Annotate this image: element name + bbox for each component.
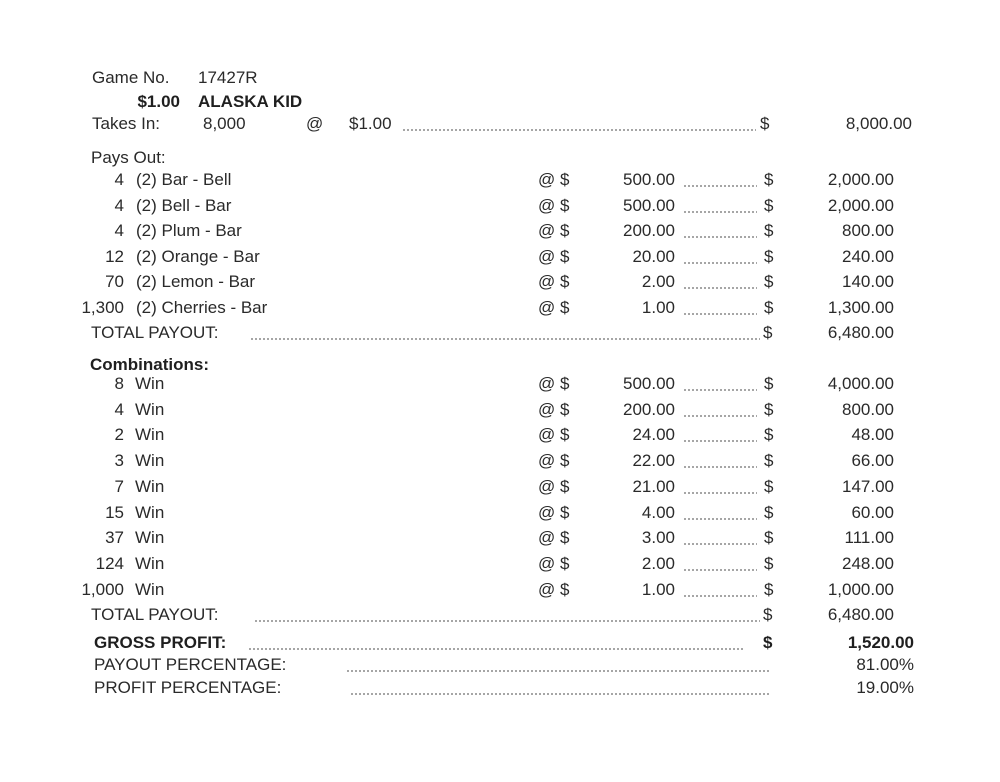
line-item-desc: (2) Plum - Bar bbox=[136, 221, 242, 240]
line-item-desc: Win bbox=[135, 374, 165, 393]
dot-leader bbox=[683, 543, 757, 545]
dot-leader bbox=[683, 262, 757, 264]
line-item-desc: Win bbox=[135, 503, 165, 522]
gross-profit-dollar: $ bbox=[763, 633, 773, 652]
line-item-qty: 4 bbox=[114, 196, 124, 215]
takes-in-total: 8,000.00 bbox=[845, 114, 912, 133]
line-item-qty: 3 bbox=[114, 451, 124, 470]
combinations-total-dollar: $ bbox=[763, 605, 773, 624]
profit-percentage-value: 19.00% bbox=[856, 678, 914, 697]
line-item-qty: 4 bbox=[114, 221, 124, 240]
line-item-dollar: $ bbox=[764, 221, 774, 240]
line-item-dollar: $ bbox=[764, 170, 774, 189]
line-item-row bbox=[0, 528, 1000, 550]
line-item-row bbox=[0, 425, 1000, 447]
line-item-at: @ $ bbox=[538, 554, 570, 573]
dot-leader bbox=[683, 492, 757, 494]
line-item-qty: 7 bbox=[114, 477, 124, 496]
line-item-desc: Win bbox=[135, 580, 165, 599]
line-item-qty: 2 bbox=[114, 425, 124, 444]
line-item-desc: Win bbox=[135, 528, 165, 547]
dot-leader bbox=[683, 287, 757, 289]
line-item-total: 248.00 bbox=[842, 554, 894, 573]
payout-percentage-value: 81.00% bbox=[856, 655, 914, 674]
line-item-total: 2,000.00 bbox=[827, 170, 894, 189]
line-item-desc: (2) Cherries - Bar bbox=[136, 298, 268, 317]
line-item-dollar: $ bbox=[764, 580, 774, 599]
combinations-label: Combinations: bbox=[90, 355, 209, 374]
game-no-label: Game No. bbox=[92, 68, 170, 87]
pays-out-total-row bbox=[0, 323, 1000, 345]
line-item-qty: 1,300 bbox=[81, 298, 124, 317]
line-item-dollar: $ bbox=[764, 477, 774, 496]
line-item-total: 66.00 bbox=[851, 451, 894, 470]
line-item-total: 140.00 bbox=[842, 272, 894, 291]
line-item-price: 3.00 bbox=[641, 528, 675, 547]
dot-leader bbox=[346, 670, 770, 672]
line-item-price: 200.00 bbox=[623, 400, 675, 419]
line-item-desc: (2) Lemon - Bar bbox=[136, 272, 256, 291]
line-item-dollar: $ bbox=[764, 554, 774, 573]
payout-percentage-row bbox=[0, 655, 1000, 677]
line-item-at: @ $ bbox=[538, 400, 570, 419]
line-item-desc: Win bbox=[135, 451, 165, 470]
line-item-at: @ $ bbox=[538, 580, 570, 599]
payout-percentage-label: PAYOUT PERCENTAGE: bbox=[94, 655, 287, 674]
gross-profit-value: 1,520.00 bbox=[847, 633, 914, 652]
profit-percentage-label: PROFIT PERCENTAGE: bbox=[94, 678, 282, 697]
line-item-price: 1.00 bbox=[641, 580, 675, 599]
line-item-total: 2,000.00 bbox=[827, 196, 894, 215]
dot-leader bbox=[402, 129, 756, 131]
line-item-desc: (2) Orange - Bar bbox=[136, 247, 260, 266]
line-item-qty: 1,000 bbox=[81, 580, 124, 599]
line-item-total: 1,300.00 bbox=[827, 298, 894, 317]
line-item-dollar: $ bbox=[764, 247, 774, 266]
takes-in-qty: 8,000 bbox=[203, 114, 246, 133]
dot-leader bbox=[683, 595, 757, 597]
line-item-total: 60.00 bbox=[851, 503, 894, 522]
line-item-dollar: $ bbox=[764, 374, 774, 393]
line-item-desc: Win bbox=[135, 400, 165, 419]
line-item-price: 2.00 bbox=[641, 272, 675, 291]
line-item-row bbox=[0, 451, 1000, 473]
line-item-desc: Win bbox=[135, 554, 165, 573]
combinations-total-value: 6,480.00 bbox=[827, 605, 894, 624]
line-item-price: 24.00 bbox=[632, 425, 675, 444]
line-item-at: @ $ bbox=[538, 247, 570, 266]
line-item-row bbox=[0, 580, 1000, 602]
line-item-qty: 124 bbox=[95, 554, 124, 573]
line-item-row bbox=[0, 221, 1000, 243]
line-item-total: 48.00 bbox=[851, 425, 894, 444]
line-item-qty: 4 bbox=[114, 400, 124, 419]
line-item-row bbox=[0, 554, 1000, 576]
line-item-row bbox=[0, 400, 1000, 422]
line-item-price: 2.00 bbox=[641, 554, 675, 573]
pays-out-total-dollar: $ bbox=[763, 323, 773, 342]
dot-leader bbox=[248, 648, 744, 650]
line-item-at: @ $ bbox=[538, 374, 570, 393]
line-item-at: @ $ bbox=[538, 528, 570, 547]
line-item-total: 1,000.00 bbox=[827, 580, 894, 599]
pays-out-total-label: TOTAL PAYOUT: bbox=[91, 323, 219, 342]
pays-out-total-value: 6,480.00 bbox=[827, 323, 894, 342]
line-item-dollar: $ bbox=[764, 528, 774, 547]
pays-out-label: Pays Out: bbox=[91, 148, 166, 167]
line-item-dollar: $ bbox=[764, 451, 774, 470]
line-item-price: 500.00 bbox=[623, 170, 675, 189]
line-item-qty: 12 bbox=[105, 247, 124, 266]
profit-percentage-row bbox=[0, 678, 1000, 700]
line-item-price: 20.00 bbox=[632, 247, 675, 266]
line-item-desc: Win bbox=[135, 477, 165, 496]
dot-leader bbox=[683, 236, 757, 238]
line-item-price: 500.00 bbox=[623, 196, 675, 215]
line-item-qty: 70 bbox=[105, 272, 124, 291]
takes-in-price: $1.00 bbox=[349, 114, 392, 133]
line-item-dollar: $ bbox=[764, 503, 774, 522]
takes-in-at: @ bbox=[306, 114, 324, 133]
line-item-at: @ $ bbox=[538, 196, 570, 215]
dot-leader bbox=[350, 693, 770, 695]
line-item-desc: (2) Bell - Bar bbox=[136, 196, 232, 215]
line-item-price: 200.00 bbox=[623, 221, 675, 240]
line-item-total: 147.00 bbox=[842, 477, 894, 496]
line-item-row bbox=[0, 374, 1000, 396]
takes-in-row bbox=[0, 114, 1000, 136]
line-item-at: @ $ bbox=[538, 298, 570, 317]
line-item-row bbox=[0, 247, 1000, 269]
line-item-at: @ $ bbox=[538, 503, 570, 522]
line-item-desc: Win bbox=[135, 425, 165, 444]
game-price: $1.00 bbox=[137, 92, 180, 111]
dot-leader bbox=[683, 185, 757, 187]
game-no-value: 17427R bbox=[198, 68, 258, 87]
line-item-price: 1.00 bbox=[641, 298, 675, 317]
line-item-at: @ $ bbox=[538, 451, 570, 470]
dot-leader bbox=[254, 620, 760, 622]
dot-leader bbox=[683, 518, 757, 520]
line-item-total: 4,000.00 bbox=[827, 374, 894, 393]
line-item-total: 800.00 bbox=[842, 221, 894, 240]
line-item-dollar: $ bbox=[764, 272, 774, 291]
dot-leader bbox=[683, 466, 757, 468]
gross-profit-row bbox=[0, 633, 1000, 655]
line-item-qty: 37 bbox=[105, 528, 124, 547]
line-item-desc: (2) Bar - Bell bbox=[136, 170, 232, 189]
dot-leader bbox=[683, 440, 757, 442]
dot-leader bbox=[683, 313, 757, 315]
dot-leader bbox=[683, 415, 757, 417]
line-item-row bbox=[0, 170, 1000, 192]
line-item-dollar: $ bbox=[764, 400, 774, 419]
dot-leader bbox=[683, 569, 757, 571]
line-item-dollar: $ bbox=[764, 298, 774, 317]
line-item-at: @ $ bbox=[538, 477, 570, 496]
line-item-at: @ $ bbox=[538, 221, 570, 240]
line-item-qty: 15 bbox=[105, 503, 124, 522]
line-item-row bbox=[0, 298, 1000, 320]
line-item-qty: 4 bbox=[114, 170, 124, 189]
dot-leader bbox=[683, 389, 757, 391]
dot-leader bbox=[683, 211, 757, 213]
takes-in-dollar: $ bbox=[760, 114, 770, 133]
gross-profit-label: GROSS PROFIT: bbox=[94, 633, 227, 652]
line-item-price: 22.00 bbox=[632, 451, 675, 470]
line-item-total: 111.00 bbox=[844, 528, 894, 547]
line-item-total: 800.00 bbox=[842, 400, 894, 419]
line-item-at: @ $ bbox=[538, 425, 570, 444]
line-item-price: 4.00 bbox=[641, 503, 675, 522]
line-item-qty: 8 bbox=[114, 374, 124, 393]
line-item-price: 21.00 bbox=[632, 477, 675, 496]
combinations-total-row bbox=[0, 605, 1000, 627]
line-item-dollar: $ bbox=[764, 425, 774, 444]
dot-leader bbox=[250, 338, 760, 340]
line-item-at: @ $ bbox=[538, 272, 570, 291]
combinations-total-label: TOTAL PAYOUT: bbox=[91, 605, 219, 624]
line-item-dollar: $ bbox=[764, 196, 774, 215]
game-name: ALASKA KID bbox=[198, 92, 303, 111]
takes-in-label: Takes In: bbox=[92, 114, 161, 133]
line-item-total: 240.00 bbox=[842, 247, 894, 266]
line-item-row bbox=[0, 196, 1000, 218]
line-item-at: @ $ bbox=[538, 170, 570, 189]
line-item-row bbox=[0, 503, 1000, 525]
line-item-row bbox=[0, 272, 1000, 294]
line-item-row bbox=[0, 477, 1000, 499]
line-item-price: 500.00 bbox=[623, 374, 675, 393]
